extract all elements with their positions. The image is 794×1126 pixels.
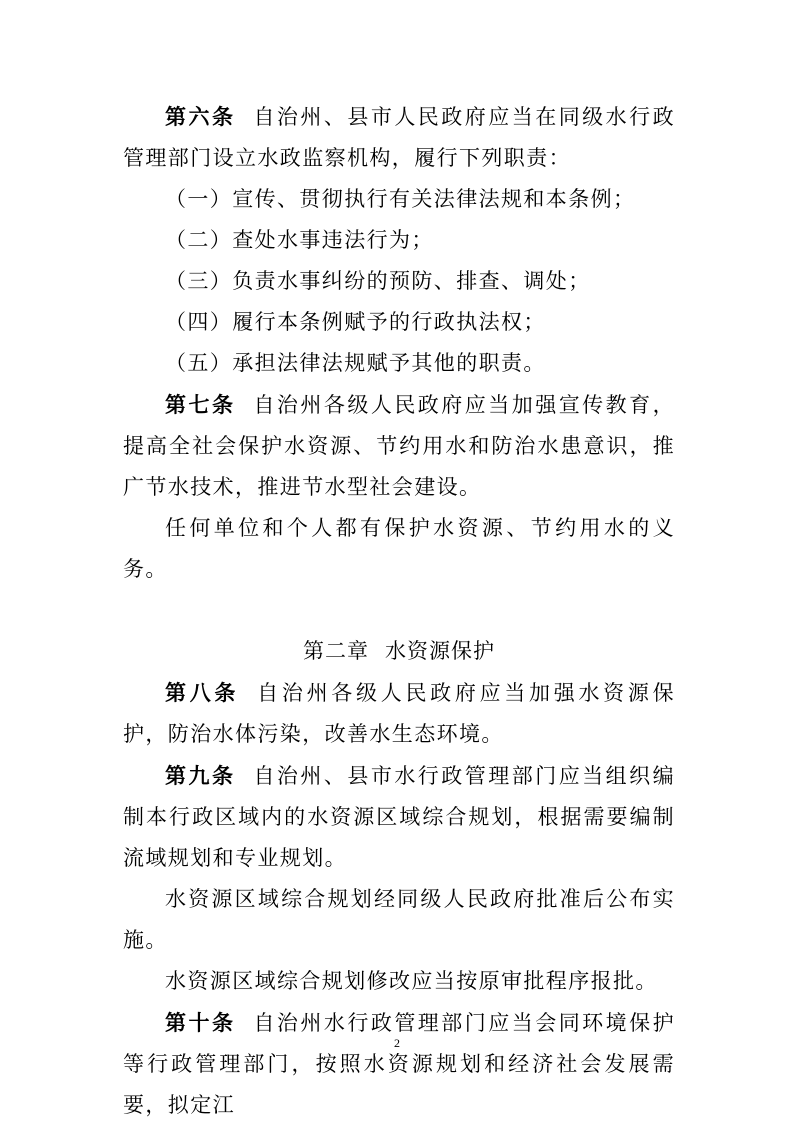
article-9-text: 自治州、县市水行政管理部门应当组织编制本行政区域内的水资源区域综合规划，根据需要编制流域规划和专业规划。 — [123, 764, 676, 870]
article-9-paragraph-2: 水资源区域综合规划经同级人民政府批准后公布实施。 — [123, 887, 675, 952]
article-10-label: 第十条 — [165, 1010, 236, 1035]
article-6-item-2: （二）查处水事违法行为； — [165, 228, 434, 252]
article-6 — [123, 96, 675, 179]
article-10 — [123, 1002, 675, 1126]
article-7-text: 自治州各级人民政府应当加强宣传教育，提高全社会保护水资源、节约用水和防治水患意识，推广节水技术，推进节水型社会建设。 — [123, 393, 676, 499]
article-7-label: 第七条 — [165, 392, 236, 417]
article-9-label: 第九条 — [165, 763, 236, 788]
article-6-label: 第六条 — [165, 104, 236, 129]
article-9 — [123, 755, 675, 879]
article-7 — [123, 384, 675, 508]
chapter-heading — [123, 631, 675, 672]
document-body — [123, 96, 675, 1126]
article-9-paragraph-3: 水资源区域综合规划修改应当按原审批程序报批。 — [165, 969, 658, 993]
article-8-text: 自治州各级人民政府应当加强水资源保护，防治水体污染，改善水生态环境。 — [123, 681, 675, 746]
chapter-number: 第二章 — [303, 639, 369, 663]
article-6-item-5: （五）承担法律法规赋予其他的职责。 — [165, 351, 546, 375]
article-6-item-3: （三）负责水事纠纷的预防、排查、调处； — [165, 269, 591, 293]
article-6-item-1: （一）宣传、贯彻执行有关法律法规和本条例； — [165, 187, 636, 211]
article-8-label: 第八条 — [165, 680, 240, 705]
article-6-text: 自治州、县市人民政府应当在同级水行政管理部门设立水政监察机构，履行下列职责： — [123, 105, 676, 170]
article-7-paragraph-2: 任何单位和个人都有保护水资源、节约用水的义务。 — [123, 516, 675, 581]
article-10-text: 自治州水行政管理部门应当会同环境保护等行政管理部门，按照水资源规划和经济社会发展需要，拟定江 — [123, 1011, 676, 1117]
article-8 — [123, 672, 675, 755]
article-6-item-4: （四）履行本条例赋予的行政执法权； — [165, 310, 546, 334]
page-number: 2 — [394, 1036, 400, 1050]
chapter-title: 水资源保护 — [385, 639, 495, 663]
